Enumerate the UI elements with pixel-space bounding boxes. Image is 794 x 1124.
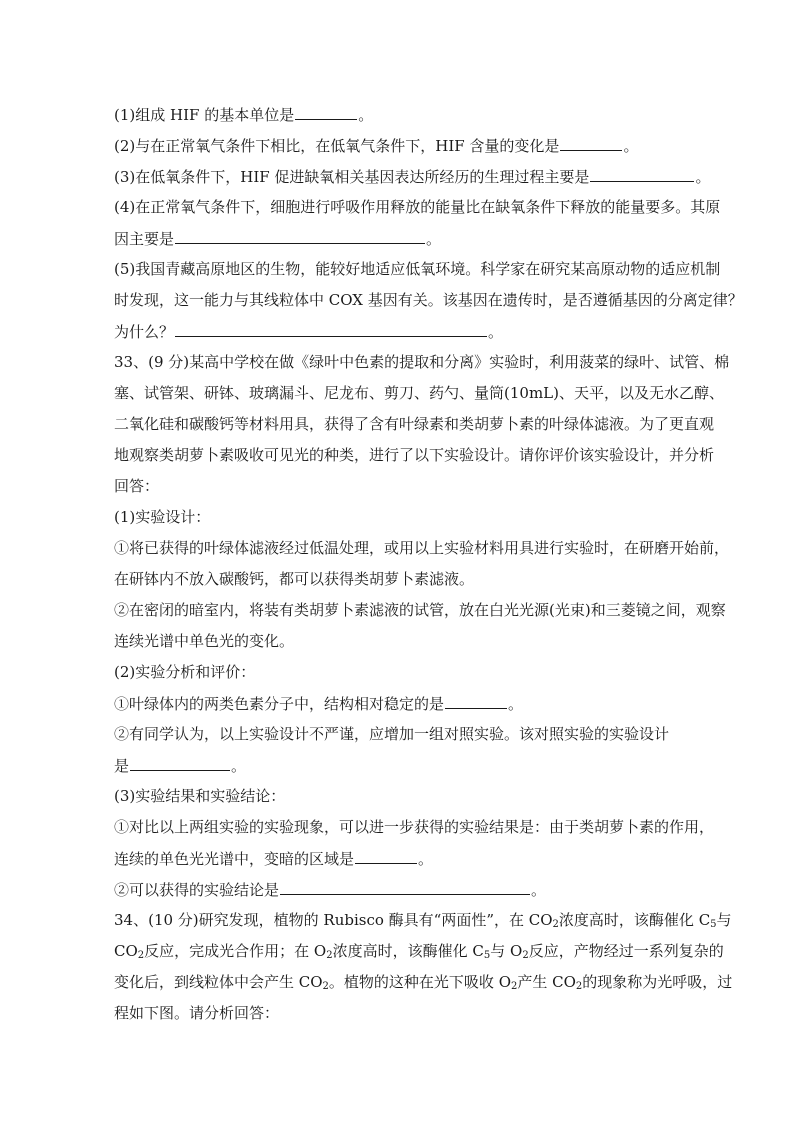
- q33-section-3-heading: [114, 786, 285, 806]
- answer-blank[interactable]: [295, 104, 357, 120]
- answer-blank[interactable]: [355, 848, 417, 864]
- q33-analysis-1-line: [114, 693, 523, 713]
- q33-result-1-line-2: [114, 848, 433, 868]
- q33-section-3-title: (3)实验结果和实验结论：: [114, 787, 286, 805]
- q33-text-4: 地观察类胡萝卜素吸收可见光的种类，进行了以下实验设计。请你评价该实验设计，并分析: [114, 446, 715, 464]
- q33-design-2-line-2: [114, 631, 294, 651]
- q34-text-3d: 的现象称为光呼吸，过: [582, 973, 733, 991]
- q34-text-3c: 产生 CO: [517, 973, 576, 991]
- q33-design-1-line: [114, 538, 729, 558]
- q33-line-3: [114, 414, 714, 434]
- subscript: 5: [483, 950, 491, 961]
- q34-line-3: [114, 972, 732, 992]
- q34-text-2e: 反应，产物经过一系列复杂的: [528, 942, 724, 960]
- answer-blank[interactable]: [445, 693, 507, 709]
- q34-text-3b: 。植物的这种在光下吸收 O: [328, 973, 511, 991]
- q33-line-5: [114, 476, 159, 496]
- q32-2-end: 。: [623, 137, 639, 155]
- q34-text-1a: 34、(10 分)研究发现，植物的 Rubisco 酶具有“两面性”，在 CO: [114, 911, 553, 929]
- q32-5-line: [114, 259, 720, 279]
- subscript: 2: [137, 950, 145, 961]
- q32-5-text-2: 时发现，这一能力与其线粒体中 COX 基因有关。该基因在遗传时，是否遵循基因的分离定律？: [114, 291, 743, 309]
- q34-line-4: [114, 1003, 279, 1023]
- q32-4-text-2: 因主要是: [114, 230, 175, 248]
- q32-4-line: [114, 197, 720, 217]
- subscript: 2: [552, 919, 559, 930]
- q33-section-1-title: (1)实验设计：: [114, 508, 211, 526]
- q34-line-2: [114, 941, 724, 961]
- q32-5-text: (5)我国青藏高原地区的生物，能较好地适应低氧环境。科学家在研究某高原动物的适应机制: [114, 260, 721, 278]
- q34-text-1b: 浓度高时，该酶催化 C: [558, 911, 711, 929]
- q33-result-2-text: ②可以获得的实验结论是: [114, 881, 280, 899]
- q32-5-text-3: 为什么？: [114, 323, 175, 341]
- subscript: 5: [710, 919, 717, 930]
- q33-analysis-2-line: [114, 724, 669, 744]
- answer-blank[interactable]: [130, 755, 230, 771]
- q32-3-end: 。: [695, 168, 711, 186]
- q33-design-2-text: ②在密闭的暗室内，将装有类胡萝卜素滤液的试管，放在白光光源(光束)和三菱镜之间，观察: [114, 601, 726, 619]
- q33-result-1-end: 。: [418, 850, 434, 868]
- q32-4-line-2: [114, 228, 441, 248]
- q32-2-line: [114, 135, 638, 155]
- q33-line-2: [114, 383, 724, 403]
- q33-text-3: 二氧化硅和碳酸钙等材料用具，获得了含有叶绿素和类胡萝卜素的叶绿体滤液。为了更直观: [114, 415, 715, 433]
- q33-analysis-2-line-2: [114, 755, 246, 775]
- q34-text-2b: 反应，完成光合作用；在 O: [144, 942, 327, 960]
- q33-text-5: 回答：: [114, 477, 160, 495]
- q33-text-1: 33、(9 分)某高中学校在做《绿叶中色素的提取和分离》实验时，利用菠菜的绿叶、试管、棉: [114, 353, 730, 371]
- q32-5-line-2: [114, 290, 743, 310]
- q33-analysis-1-end: 。: [508, 695, 524, 713]
- q34-text-3a: 变化后，到线粒体中会产生 CO: [114, 973, 323, 991]
- q32-3-text: (3)在低氧条件下，HIF 促进缺氧相关基因表达所经历的生理过程主要是: [114, 168, 590, 186]
- q33-analysis-2-text: ②有同学认为，以上实验设计不严谨，应增加一组对照实验。该对照实验的实验设计: [114, 725, 670, 743]
- q33-line-4: [114, 445, 714, 465]
- q33-result-1-line: [114, 817, 714, 837]
- q33-result-2-end: 。: [531, 881, 547, 899]
- q33-section-1-heading: [114, 507, 210, 527]
- subscript: 2: [511, 981, 518, 992]
- q32-5-line-3: [114, 321, 503, 341]
- q34-text-2d: 与 O: [490, 942, 523, 960]
- q32-4-end: 。: [426, 230, 442, 248]
- subscript: 2: [575, 981, 583, 992]
- q33-design-1-line-2: [114, 569, 474, 589]
- q33-result-1-text: ①对比以上两组实验的实验现象，可以进一步获得的实验结果是：由于类胡萝卜素的作用，: [114, 818, 715, 836]
- q32-5-end: 。: [488, 323, 504, 341]
- q33-analysis-2-text-2: 是: [114, 757, 130, 775]
- q33-section-2-title: (2)实验分析和评价：: [114, 663, 256, 681]
- q33-design-1-text: ①将已获得的叶绿体滤液经过低温处理，或用以上实验材料用具进行实验时，在研磨开始前，: [114, 539, 730, 557]
- q32-1-end: 。: [358, 106, 374, 124]
- q33-section-2-heading: [114, 662, 255, 682]
- q33-result-2-line: [114, 879, 546, 899]
- answer-blank[interactable]: [590, 166, 694, 182]
- q34-text-4: 程如下图。请分析回答：: [114, 1004, 280, 1022]
- q32-2-text: (2)与在正常氧气条件下相比，在低氧气条件下，HIF 含量的变化是: [114, 137, 560, 155]
- answer-blank[interactable]: [175, 321, 487, 337]
- q32-3-line: [114, 166, 710, 186]
- q34-text-2c: 浓度高时，该酶催化 C: [332, 942, 484, 960]
- q33-line-1: [114, 352, 729, 372]
- q32-1-text: (1)组成 HIF 的基本单位是: [114, 106, 295, 124]
- q33-design-1-text-2: 在研钵内不放入碳酸钙，都可以获得类胡萝卜素滤液。: [114, 570, 475, 588]
- subscript: 2: [522, 950, 529, 961]
- subscript: 2: [326, 950, 333, 961]
- q33-result-1-text-2: 连续的单色光光谱中，变暗的区域是: [114, 850, 355, 868]
- subscript: 2: [322, 981, 329, 992]
- q32-4-text: (4)在正常氧气条件下，细胞进行呼吸作用释放的能量比在缺氧条件下释放的能量要多。其原: [114, 198, 721, 216]
- q33-analysis-1-text: ①叶绿体内的两类色素分子中，结构相对稳定的是: [114, 695, 445, 713]
- q33-analysis-2-end: 。: [231, 757, 247, 775]
- answer-blank[interactable]: [175, 228, 425, 244]
- q34-text-1c: 与: [716, 911, 732, 929]
- q33-text-2: 塞、试管架、研钵、玻璃漏斗、尼龙布、剪刀、药勺、量筒(10mL)、天平，以及无水乙醇、: [114, 384, 724, 402]
- q33-design-2-line: [114, 600, 726, 620]
- answer-blank[interactable]: [560, 135, 622, 151]
- q32-1-line: [114, 104, 373, 124]
- answer-blank[interactable]: [280, 879, 530, 895]
- q33-design-2-text-2: 连续光谱中单色光的变化。: [114, 632, 295, 650]
- q34-text-2a: CO: [114, 942, 138, 960]
- q34-line-1: [114, 910, 732, 930]
